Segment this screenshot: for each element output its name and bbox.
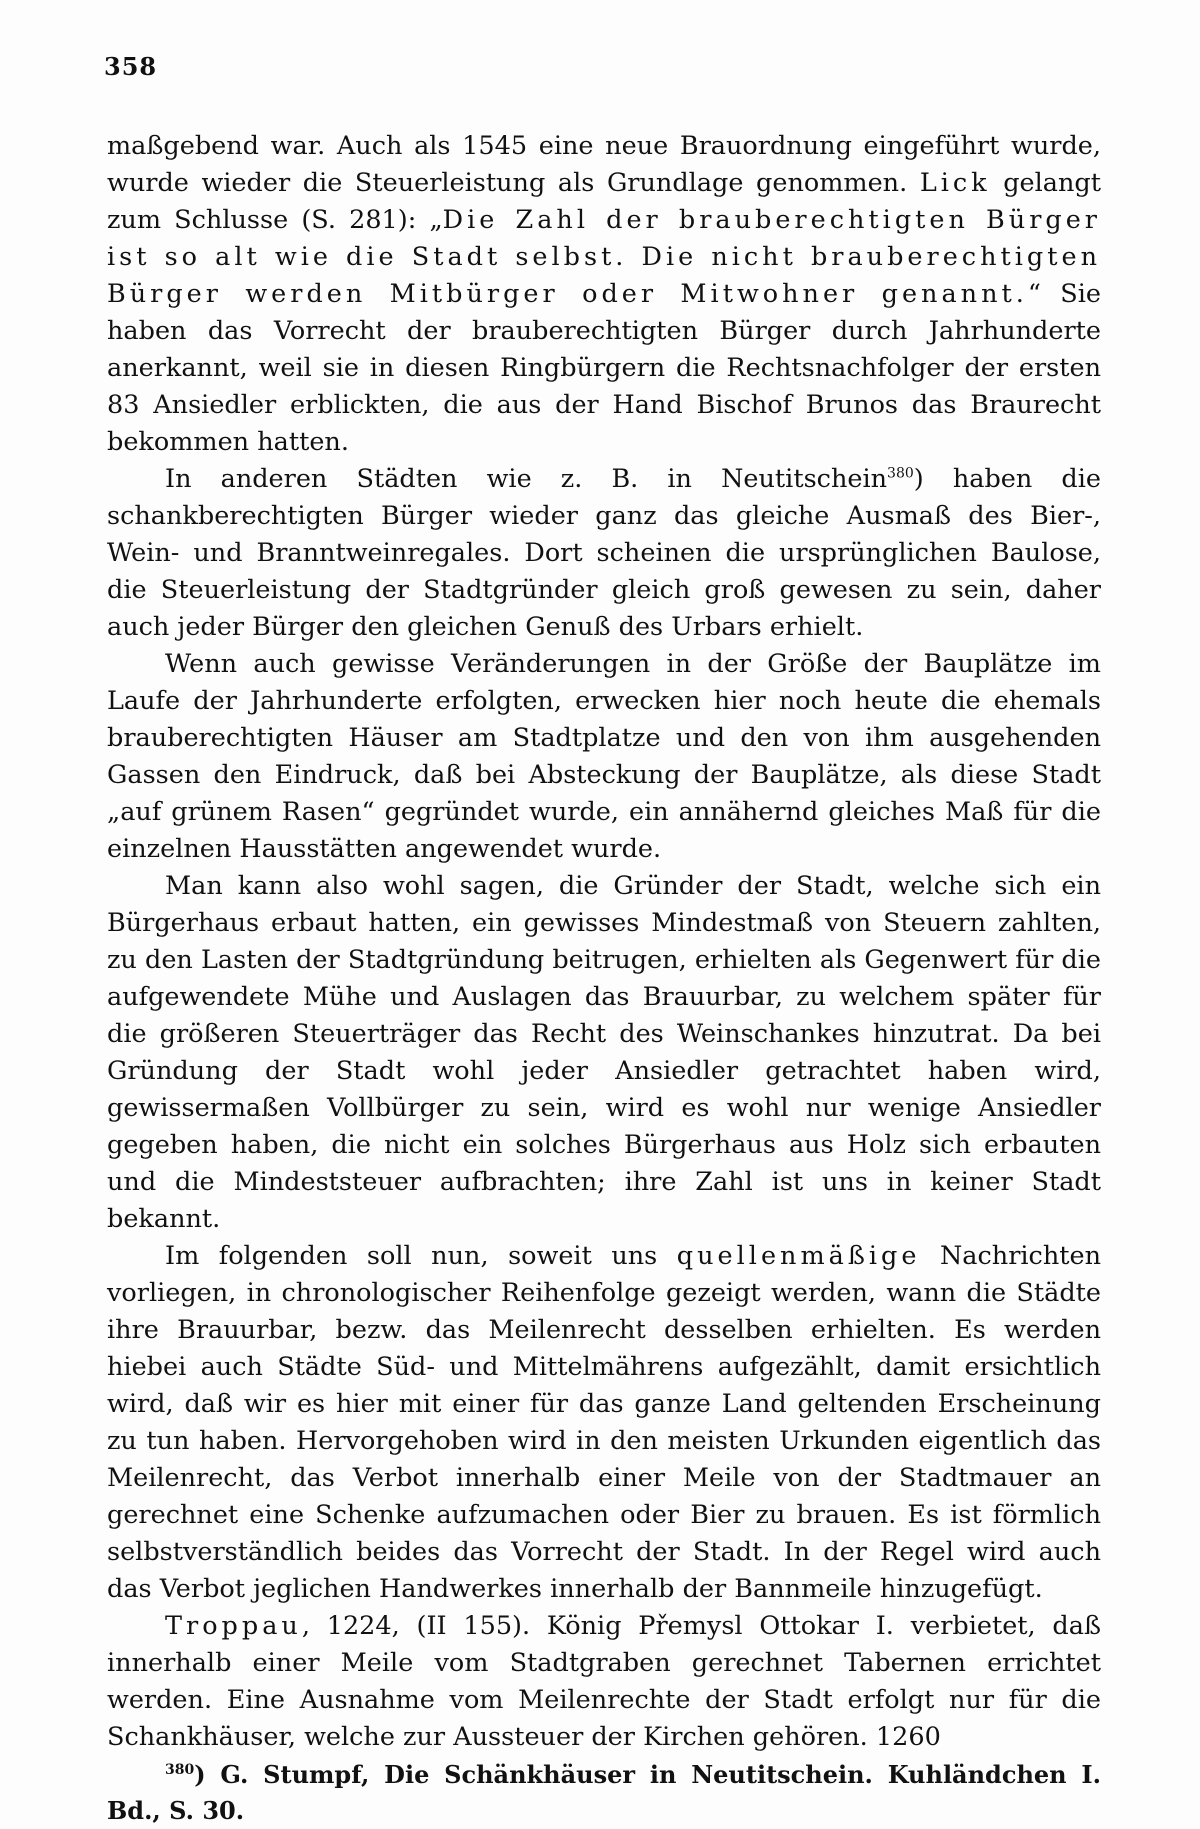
emphasis-spaced: quellenmäßige — [676, 1241, 921, 1271]
footnote — [107, 1757, 1101, 1829]
place-name-spaced: Troppau — [165, 1611, 302, 1641]
paragraph-6-text-a: , 1224, (II 155). König Přemysl Ottokar I. verbietet, daß innerhalb einer Meile vom Stadtgraben gerechnet Tabernen errichtet werden. Eine Ausnahme vom Meilenrechte der Stadt erfolgt nur für die Schankhäuser, welche zur Aussteuer der Kirchen gehören. 1260 — [107, 1611, 1101, 1752]
paragraph-2 — [107, 461, 1101, 646]
paragraph-6 — [107, 1608, 1101, 1756]
paragraph-5 — [107, 1238, 1101, 1608]
footnote-text — [107, 1757, 1101, 1829]
paragraph-1-text-a: maßgebend war. Auch als 1545 eine neue Brauordnung eingeführt wurde, wurde wieder die Steuerleistung als Grundlage genommen. — [107, 131, 1101, 198]
footnote-reference: 380 — [887, 465, 914, 482]
quotation-spaced: Die Zahl der brauberechtigten Bürger ist so alt wie die Stadt selbst. Die nicht brauberechtigten Bürger werden Mitbürger oder Mitwohner genannt. — [107, 205, 1101, 309]
paragraph-2-text-b: ) haben die schankberechtigten Bürger wieder ganz das gleiche Ausmaß des Bier-, Wein- und Branntweinregales. Dort scheinen die ursprünglichen Baulose, die Steuerleistung der Stadtgründer gleich groß gewesen zu sein, daher auch jeder Bürger den gleichen Genuß des Urbars erhielt. — [107, 464, 1101, 642]
paragraph-1-text-b: gelangt zum Schlusse (S. 281): „ — [107, 168, 1102, 235]
paragraph-1-text-c: “ Sie haben das Vorrecht der brauberechtigten Bürger durch Jahrhunderte anerkannt, weil sie in diesen Ringbürgern die Rechtsnachfolger der ersten 83 Ansiedler erblickten, die aus der Hand Bischof Brunos das Braurecht bekommen hatten. — [107, 279, 1102, 457]
body-text — [107, 128, 1101, 1756]
paragraph-3: Wenn auch gewisse Veränderungen in der Größe der Bauplätze im Laufe der Jahrhunderte erfolgten, erwecken hier noch heute die ehemals brauberechtigten Häuser am Stadtplatze und den von ihm ausgehenden Gassen den Eindruck, daß bei Absteckung der Bauplätze, als diese Stadt „auf grünem Rasen“ gegründet wurde, ein annähernd gleiches Maß für die einzelnen Hausstätten angewendet wurde. — [107, 649, 1101, 864]
paragraph-4: Man kann also wohl sagen, die Gründer der Stadt, welche sich ein Bürgerhaus erbaut hatten, ein gewisses Mindestmaß von Steuern zahlten, zu den Lasten der Stadtgründung beitrugen, erhielten als Gegenwert für die aufgewendete Mühe und Auslagen das Brauurbar, zu welchem später für die größeren Steuerträger das Recht des Weinschankes hinzutrat. Da bei Gründung der Stadt wohl jeder Ansiedler getrachtet haben wird, gewissermaßen Vollbürger zu sein, wird es wohl nur wenige Ansiedler gegeben haben, die nicht ein solches Bürgerhaus aus Holz sich erbauten und die Mindeststeuer aufbrachten; ihre Zahl ist uns in keiner Stadt bekannt. — [107, 871, 1101, 1234]
paragraph-5-text-b: Nachrichten vorliegen, in chronologischer Reihenfolge gezeigt werden, wann die Städte ihre Brauurbar, bezw. das Meilenrecht desselben erhielten. Es werden hiebei auch Städte Süd- und Mittelmährens aufgezählt, damit ersichtlich wird, daß wir es hier mit einer für das ganze Land geltenden Erscheinung zu tun haben. Hervorgehoben wird in den meisten Urkunden eigentlich das Meilenrecht, das Verbot innerhalb einer Meile von der Stadtmauer an gerechnet eine Schenke aufzumachen oder Bier zu brauen. Es ist förmlich selbstverständlich beides das Vorrecht der Stadt. In der Regel wird auch das Verbot jeglichen Handwerkes innerhalb der Bannmeile hinzugefügt. — [107, 1241, 1102, 1604]
footnote-body: ) G. Stumpf, Die Schänkhäuser in Neutitschein. Kuhländchen I. Bd., S. 30. — [107, 1760, 1101, 1825]
paragraph-1 — [107, 128, 1101, 461]
paragraph-2-text-a: In anderen Städten wie z. B. in Neutitschein — [165, 464, 888, 494]
page-number: 358 — [104, 52, 158, 81]
author-name-spaced: Lick — [919, 168, 991, 198]
footnote-marker: 380 — [165, 1762, 195, 1778]
paragraph-5-text-a: Im folgenden soll nun, soweit uns — [165, 1241, 677, 1271]
